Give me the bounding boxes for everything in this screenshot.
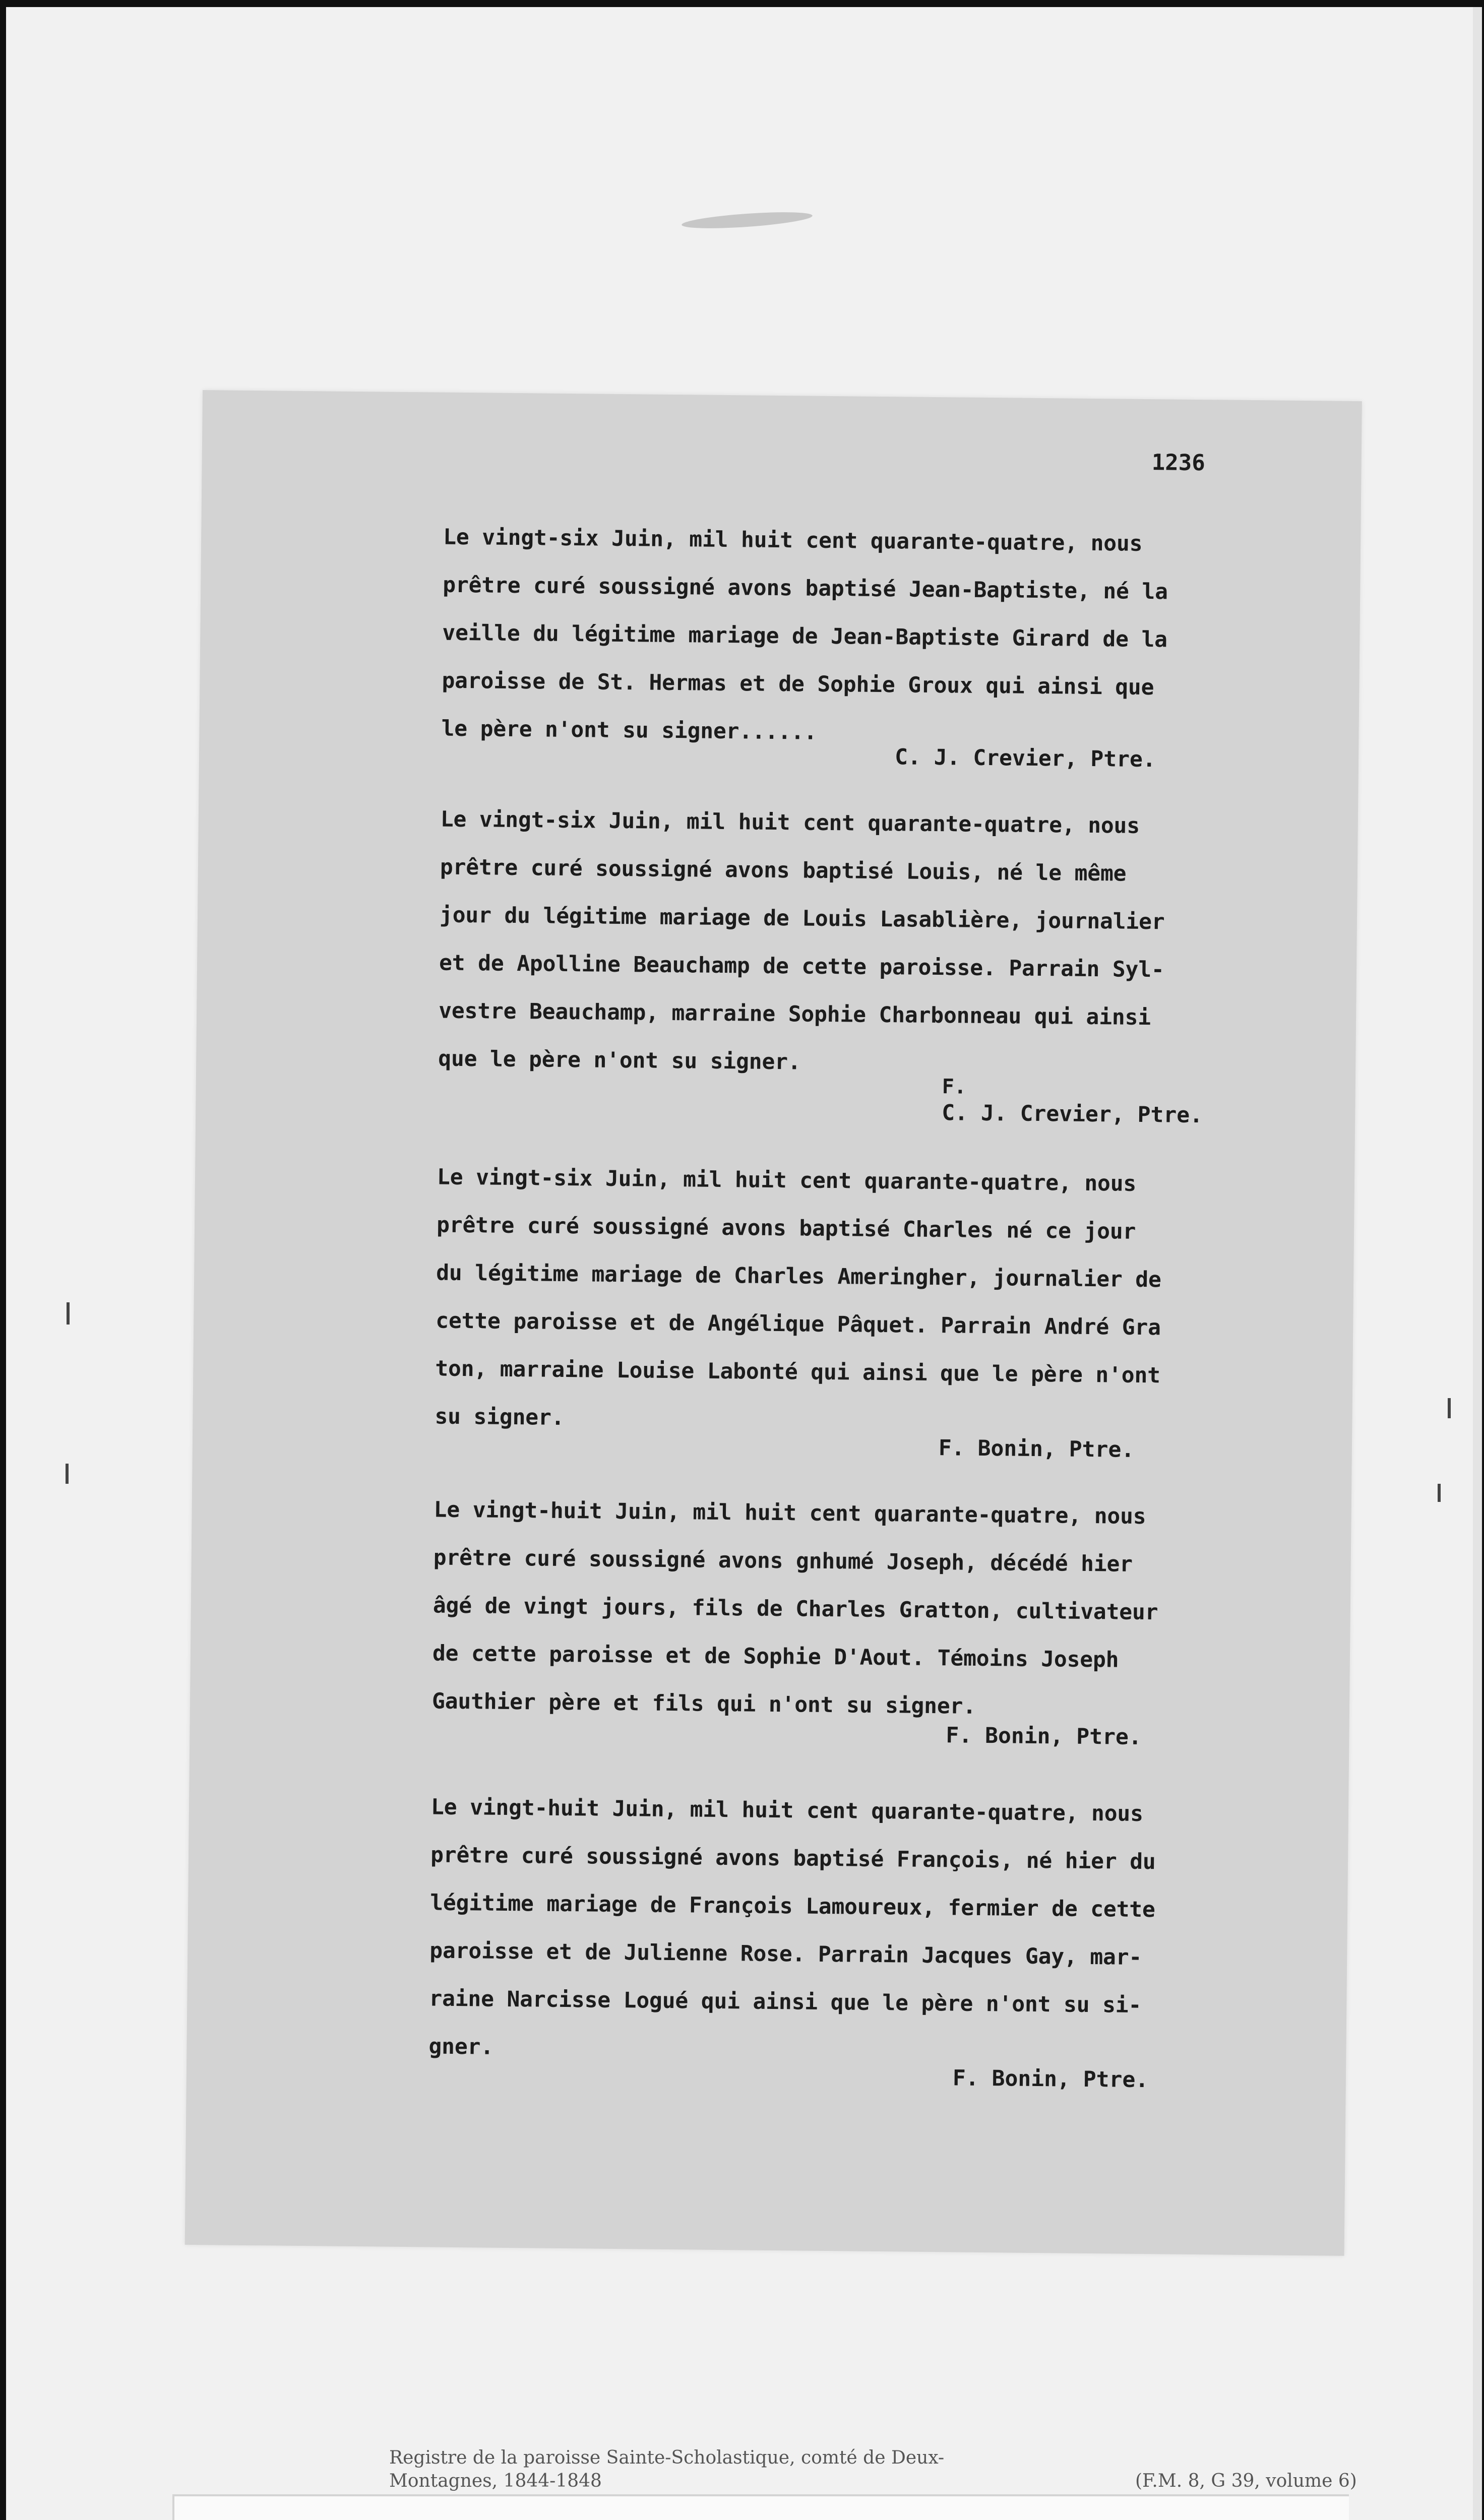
entry-line: que le père n'ont su signer. — [438, 1046, 801, 1075]
register-entry — [441, 514, 1290, 761]
entry-line: le père n'ont su signer...... — [441, 716, 817, 745]
entry-line: Le vingt-six Juin, mil huit cent quarante-quatre, nous — [440, 806, 1140, 839]
archive-mount-board — [6, 7, 1482, 2520]
entry-line: prêtre curé soussigné avons baptisé Jean-Baptiste, né la — [443, 572, 1168, 605]
archive-caption — [389, 2446, 1357, 2493]
entry-signature: C. J. Crevier, Ptre. — [942, 1100, 1203, 1128]
entry-line: raine Narcisse Logué qui ainsi que le père n'ont su si- — [429, 1986, 1142, 2019]
caption-place-dates: Montagnes, 1844-1848 — [389, 2471, 602, 2491]
entry-line: su signer. — [435, 1404, 565, 1430]
edge-tick — [1448, 1398, 1451, 1418]
entry-line: prêtre curé soussigné avons gnhumé Joseph, décédé hier — [433, 1545, 1133, 1577]
entry-line: légitime mariage de François Lamoureux, fermier de cette — [429, 1890, 1155, 1923]
entry-signature: F. Bonin, Ptre. — [952, 2065, 1149, 2093]
register-entry — [428, 1783, 1278, 2078]
register-entry — [435, 1154, 1284, 1449]
entry-line: cette paroisse et de Angélique Pâquet. Parrain André Gra — [436, 1308, 1161, 1341]
page-number: 1236 — [1151, 450, 1205, 476]
edge-tick — [66, 1464, 69, 1484]
entry-signature: C. J. Crevier, Ptre. — [894, 744, 1156, 773]
caption-line: Registre de la paroisse Sainte-Scholastique, comté de Deux- — [389, 2447, 945, 2468]
entry-line: prêtre curé soussigné avons baptisé Charles né ce jour — [436, 1212, 1136, 1244]
entry-line: paroisse et de Julienne Rose. Parrain Jacques Gay, mar- — [429, 1938, 1142, 1971]
entry-line: de cette paroisse et de Sophie D'Aout. Témoins Joseph — [432, 1641, 1119, 1673]
entry-line: prêtre curé soussigné avons baptisé François, né hier du — [430, 1842, 1156, 1875]
edge-tick — [1438, 1484, 1441, 1502]
typed-register-page — [185, 390, 1362, 2256]
entry-line: jour du légitime mariage de Louis Lasablière, journalier — [439, 902, 1165, 935]
register-entry — [438, 796, 1287, 1091]
entry-line: âgé de vingt jours, fils de Charles Gratton, cultivateur — [432, 1593, 1158, 1625]
smudge-mark — [681, 209, 813, 231]
entry-line: Le vingt-huit Juin, mil huit cent quarante-quatre, nous — [434, 1497, 1146, 1530]
entry-line: Gauthier père et fils qui n'ont su signer. — [431, 1688, 976, 1719]
entry-line: Le vingt-huit Juin, mil huit cent quarante-quatre, nous — [430, 1794, 1144, 1827]
caption-line — [389, 2470, 1357, 2493]
entry-line: prêtre curé soussigné avons baptisé Louis, né le même — [440, 854, 1127, 887]
entry-line: ton, marraine Louise Labonté qui ainsi que le père n'ont — [435, 1356, 1161, 1389]
entry-line: du légitime mariage de Charles Ameringher, journalier de — [436, 1260, 1161, 1293]
entry-line: Le vingt-six Juin, mil huit cent quarante-quatre, nous — [443, 524, 1143, 556]
entry-line: paroisse de St. Hermas et de Sophie Groux qui ainsi que — [442, 668, 1154, 701]
entry-signature: F. Bonin, Ptre. — [946, 1723, 1142, 1750]
entry-line: et de Apolline Beauchamp de cette paroisse. Parrain Syl- — [439, 950, 1164, 983]
entry-line: Le vingt-six Juin, mil huit cent quarante-quatre, nous — [437, 1164, 1137, 1196]
entry-line: vestre Beauchamp, marraine Sophie Charbonneau qui ainsi — [438, 998, 1151, 1031]
register-entry — [432, 1486, 1281, 1734]
caption-reference: (F.M. 8, G 39, volume 6) — [1135, 2471, 1357, 2491]
archives-stamp — [172, 2494, 1349, 2520]
entry-line: gner. — [428, 2034, 494, 2060]
entry-signature: F. Bonin, Ptre. — [938, 1435, 1135, 1463]
edge-tick — [67, 1302, 70, 1325]
handwritten-mark: F. — [942, 1075, 967, 1099]
entry-line: veille du légitime mariage de Jean-Baptiste Girard de la — [442, 620, 1168, 653]
